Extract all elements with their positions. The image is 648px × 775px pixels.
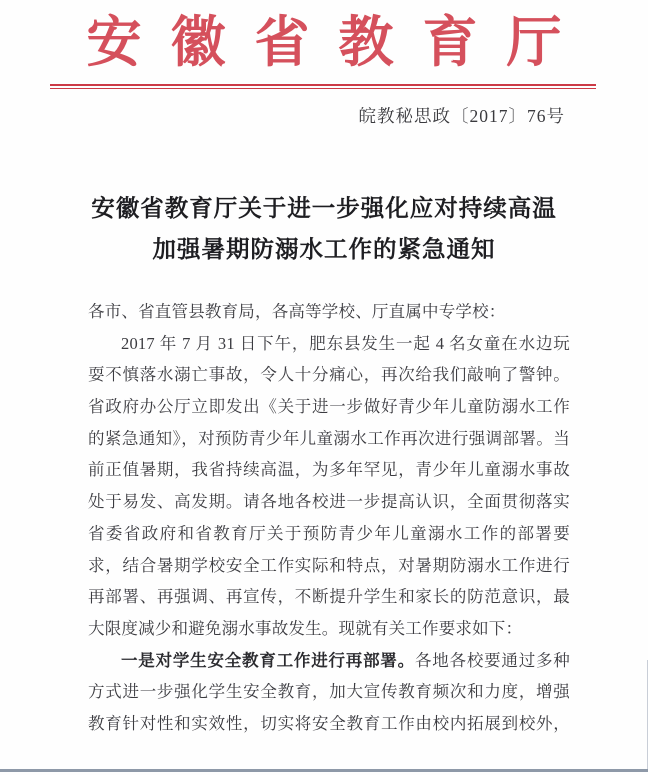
body-line: 耍不慎落水溺亡事故，令人十分痛心，再次给我们敲响了警钟。 <box>88 365 570 385</box>
agency-name: 安徽省教育厅 <box>86 12 591 73</box>
body-line: 再部署、再强调、再宣传，不断提升学生和家长的防范意识，最 <box>88 587 570 607</box>
body-line: 省政府办公厅立即发出《关于进一步做好青少年儿童防溺水工作 <box>88 397 570 417</box>
notice-title-line-2: 加强暑期防溺水工作的紧急通知 <box>152 236 496 262</box>
point-one-rest: 各地各校要通过多种 <box>414 650 570 670</box>
body-line: 2017 年 7 月 31 日下午，肥东县发生一起 4 名女童在水边玩 <box>121 333 570 353</box>
body-line: 省委省政府和省教育厅关于预防青少年儿童溺水工作的部署要 <box>88 523 570 543</box>
body-line: 大限度减少和避免溺水事故发生。现就有关工作要求如下： <box>88 618 523 638</box>
body-line: 前正值暑期，我省持续高温，为多年罕见，青少年儿童溺水事故 <box>88 460 570 480</box>
body-text <box>88 296 570 740</box>
body-line: 的紧急通知》，对预防青少年儿童溺水工作再次进行强调部署。当 <box>88 428 570 448</box>
body-line: 教育针对性和实效性，切实将安全教育工作由校内拓展到校外， <box>88 713 570 733</box>
body-line-salutation: 各市、省直管县教育局，各高等学校、厅直属中专学校： <box>88 302 506 321</box>
notice-title-line-1: 安徽省教育厅关于进一步强化应对持续高温 <box>91 195 557 221</box>
notice-title <box>0 188 648 270</box>
doc-number: 皖教秘思政〔2017〕76号 <box>358 106 565 126</box>
body-line: 求，结合暑期学校安全工作实际和特点，对暑期防溺水工作进行 <box>88 555 570 575</box>
body-line: 处于易发、高发期。请各地各校进一步提高认识，全面贯彻落实 <box>88 492 570 512</box>
scan-edge-bottom <box>0 769 648 772</box>
red-separator-line <box>50 84 596 89</box>
body-line: 方式进一步强化学生安全教育，加大宣传教育频次和力度，增强 <box>88 682 570 702</box>
body-line-point-one <box>88 645 570 677</box>
point-one-heading: 一是对学生安全教育工作进行再部署。 <box>121 651 415 670</box>
